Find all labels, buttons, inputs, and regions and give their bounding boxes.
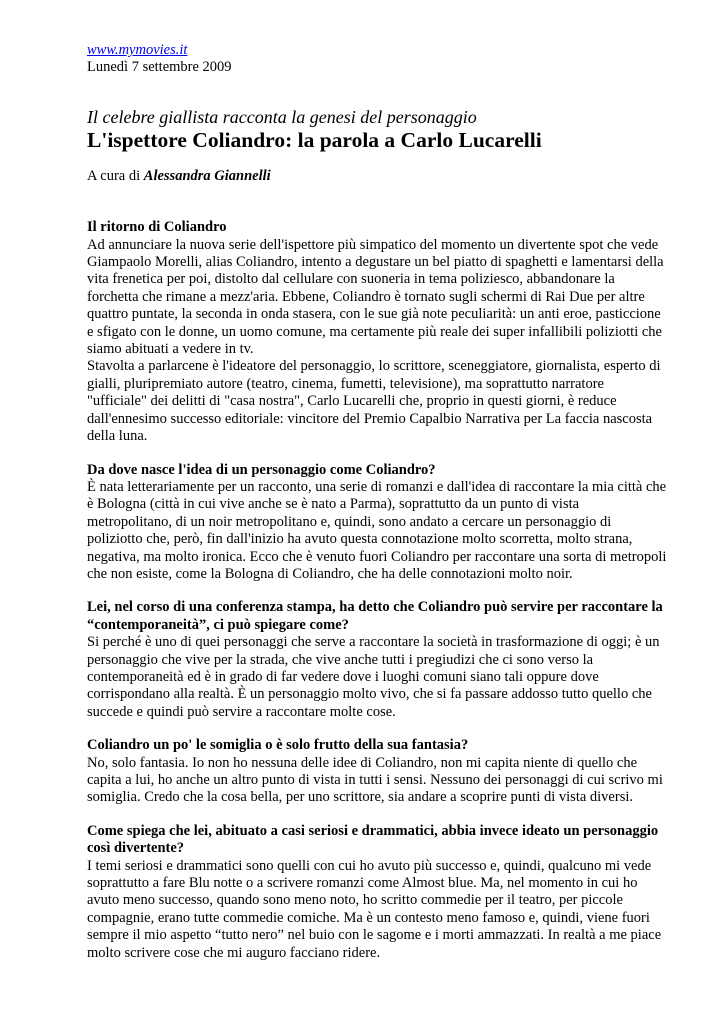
interview-question: Lei, nel corso di una conferenza stampa, ha detto che Coliandro può servire per raccontare la “contemporaneità”, ci può spiegare come? — [87, 599, 663, 633]
byline — [87, 168, 667, 185]
article-title: L'ispettore Coliandro: la parola a Carlo Lucarelli — [87, 127, 542, 152]
article-kicker: Il celebre giallista racconta la genesi del personaggio — [87, 106, 477, 127]
publication-date: Lunedì 7 settembre 2009 — [87, 59, 232, 76]
section-heading: Il ritorno di Coliandro — [87, 219, 227, 236]
document-page — [87, 42, 667, 962]
interview-answer: Si perché è uno di quei personaggi che serve a raccontare la società in trasformazione di oggi; è un personaggio che vive per la strada, che vive anche tutti i pregiudizi che ci sono verso la contemporaneità ed è in grado di far vedere dove i luoghi comuni siano tali oppure dove corrispondano alla realtà. È un personaggio molto vivo, che si fa passare addosso tutto quello che succede e quindi può servire a raccontare molte cose. — [87, 634, 660, 720]
byline-author: Alessandra Giannelli — [143, 167, 271, 184]
byline-prefix: A cura di — [87, 167, 144, 184]
interview-question: Coliandro un po' le somiglia o è solo frutto della sua fantasia? — [87, 737, 469, 754]
intro-paragraph: Ad annunciare la nuova serie dell'ispettore più simpatico del momento un divertente spot che vede Giampaolo Morelli, alias Coliandro, intento a degustare un bel piatto di spaghetti e lamentarsi della vita frenetica per poi, distolto dal cellulare con suoneria in tema poliziesco, abbandonare la forchetta che rimane a mezz'aria. Ebbene, Coliandro è tornato sugli schermi di Rai Due per altre quattro puntate, la seconda in onda stasera, con le sue già note peculiarità: un anti eroe, pasticcione e sfigato con le donne, un uomo comune, ma certamente più reale dei super infallibili poliziotti che siamo abituati a vedere in tv. — [87, 236, 664, 358]
interview-question: Da dove nasce l'idea di un personaggio come Coliandro? — [87, 461, 436, 478]
interview-question: Come spiega che lei, abituato a casi seriosi e drammatici, abbia invece ideato un personaggio così divertente? — [87, 822, 659, 857]
source-link[interactable]: www.mymovies.it — [87, 42, 188, 58]
interview-answer: È nata letterariamente per un racconto, una serie di romanzi e dall'idea di raccontare la mia città che è Bologna (città in cui vive anche se è nato a Parma), soprattutto da un punto di vista metropolitano, di un noir metropolitano e, quindi, sono andato a cercare un personaggio di poliziotto che, però, fin dall'inizio ha avuto questa connotazione molto scorretta, molto strana, negativa, ma molto ironica. Ecco che è venuto fuori Coliandro per raccontare una sorta di metropoli che non esiste, come la Bologna di Coliandro, che ha delle connotazioni molto noir. — [87, 478, 667, 582]
intro-paragraph: Stavolta a parlarcene è l'ideatore del personaggio, lo scrittore, sceneggiatore, giornalista, esperto di gialli, pluripremiato autore (teatro, cinema, fumetti, televisione), ma soprattutto narratore "ufficiale" dei delitti di "casa nostra", Carlo Lucarelli che, proprio in questi giorni, è reduce dall'ennesimo successo editoriale: vincitore del Premio Capalbio Narrativa per La faccia nascosta della luna. — [87, 358, 661, 445]
interview-answer: I temi seriosi e drammatici sono quelli con cui ho avuto più successo e, quindi, qualcuno mi vede soprattutto a fare Blu notte o a scrivere romanzi come Almost blue. Ma, nel momento in cui ho avuto meno successo, quando sono meno noto, ho scritto commedie per il teatro, per piccole compagnie, erano tutte commedie comiche. Ma è un contesto meno famoso e, quindi, viene fuori sempre il mio aspetto “tutto nero” nel buio con le sagome e i morti ammazzati. In realtà a me piace molto scrivere cose che mi auguro facciano ridere. — [87, 857, 662, 961]
interview-answer: No, solo fantasia. Io non ho nessuna delle idee di Coliandro, non mi capita niente di quello che capita a lui, ho anche un altro punto di vista in tutti i sensi. Nessuno dei personaggi di cui scrivo mi somiglia. Credo che la cosa bella, per uno scrittore, sia andare a scoprire punti di vista diversi. — [87, 754, 663, 806]
